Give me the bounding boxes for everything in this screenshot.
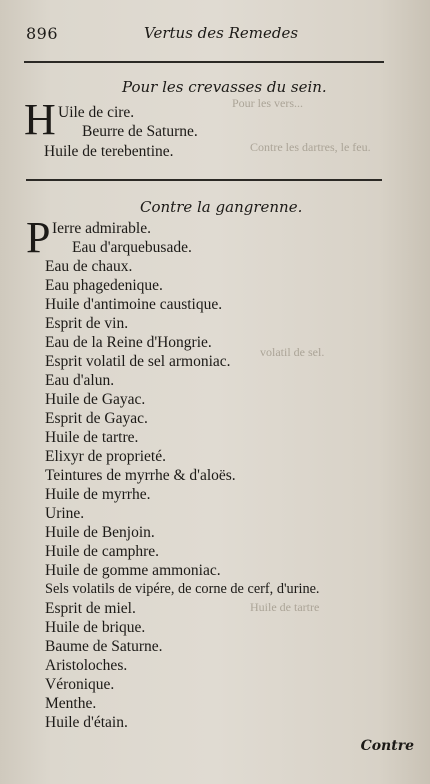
remedy-line: Huile d'étain. — [45, 714, 128, 731]
remedy-line: Huile de camphre. — [45, 543, 160, 560]
show-through-text: volatil de sel. — [260, 345, 325, 359]
remedy-line: Esprit de Gayac. — [45, 410, 148, 427]
remedy-line: Huile d'antimoine caustique. — [45, 296, 223, 313]
section-heading-gangrenne: Contre la gangrenne. — [140, 198, 303, 216]
remedy-line: Aristoloches. — [45, 657, 128, 674]
catchword: Contre — [360, 738, 414, 754]
remedy-line: Esprit de miel. — [45, 600, 136, 617]
remedy-line: Eau phagedenique. — [45, 277, 163, 294]
remedy-line: Beurre de Saturne. — [82, 123, 198, 140]
remedy-line: Esprit volatil de sel armoniac. — [45, 353, 231, 370]
remedy-line: Urine. — [45, 505, 85, 522]
page-header — [26, 24, 396, 46]
drop-cap-h: H — [24, 95, 56, 144]
header-rule — [24, 61, 384, 63]
remedy-line: Teintures de myrrhe & d'aloës. — [45, 467, 236, 484]
remedy-line: Baume de Saturne. — [45, 638, 163, 655]
remedy-line: Eau de la Reine d'Hongrie. — [45, 334, 212, 351]
remedy-line: Sels volatils de vipére, de corne de cerf, d'urine. — [45, 581, 320, 597]
remedy-line: Ierre admirable. — [52, 220, 151, 237]
running-title: Vertus des Remedes — [144, 24, 299, 42]
show-through-text: Pour les vers... — [232, 96, 303, 110]
section-heading-crevasses: Pour les crevasses du sein. — [122, 78, 327, 96]
show-through-text: Contre les dartres, le feu. — [250, 140, 371, 154]
remedy-line: Uile de cire. — [58, 104, 135, 121]
remedy-line: Menthe. — [45, 695, 97, 712]
remedy-line: Eau de chaux. — [45, 258, 133, 275]
remedy-line: Huile de Gayac. — [45, 391, 146, 408]
remedy-line: Huile de tartre. — [45, 429, 139, 446]
page-number: 896 — [26, 24, 59, 43]
remedy-line: Véronique. — [45, 676, 115, 693]
remedy-line: Huile de brique. — [45, 619, 146, 636]
section-rule — [26, 179, 382, 181]
remedy-line: Huile de terebentine. — [44, 143, 174, 160]
remedy-line: Eau d'arquebusade. — [72, 239, 192, 256]
remedy-line: Huile de Benjoin. — [45, 524, 155, 541]
remedy-line: Eau d'alun. — [45, 372, 115, 389]
remedy-line: Esprit de vin. — [45, 315, 129, 332]
remedy-line: Huile de gomme ammoniac. — [45, 562, 221, 579]
remedy-line: Huile de myrrhe. — [45, 486, 151, 503]
remedy-line: Elixyr de proprieté. — [45, 448, 166, 465]
drop-cap-p: P — [26, 213, 51, 262]
show-through-text: Huile de tartre — [250, 600, 320, 614]
